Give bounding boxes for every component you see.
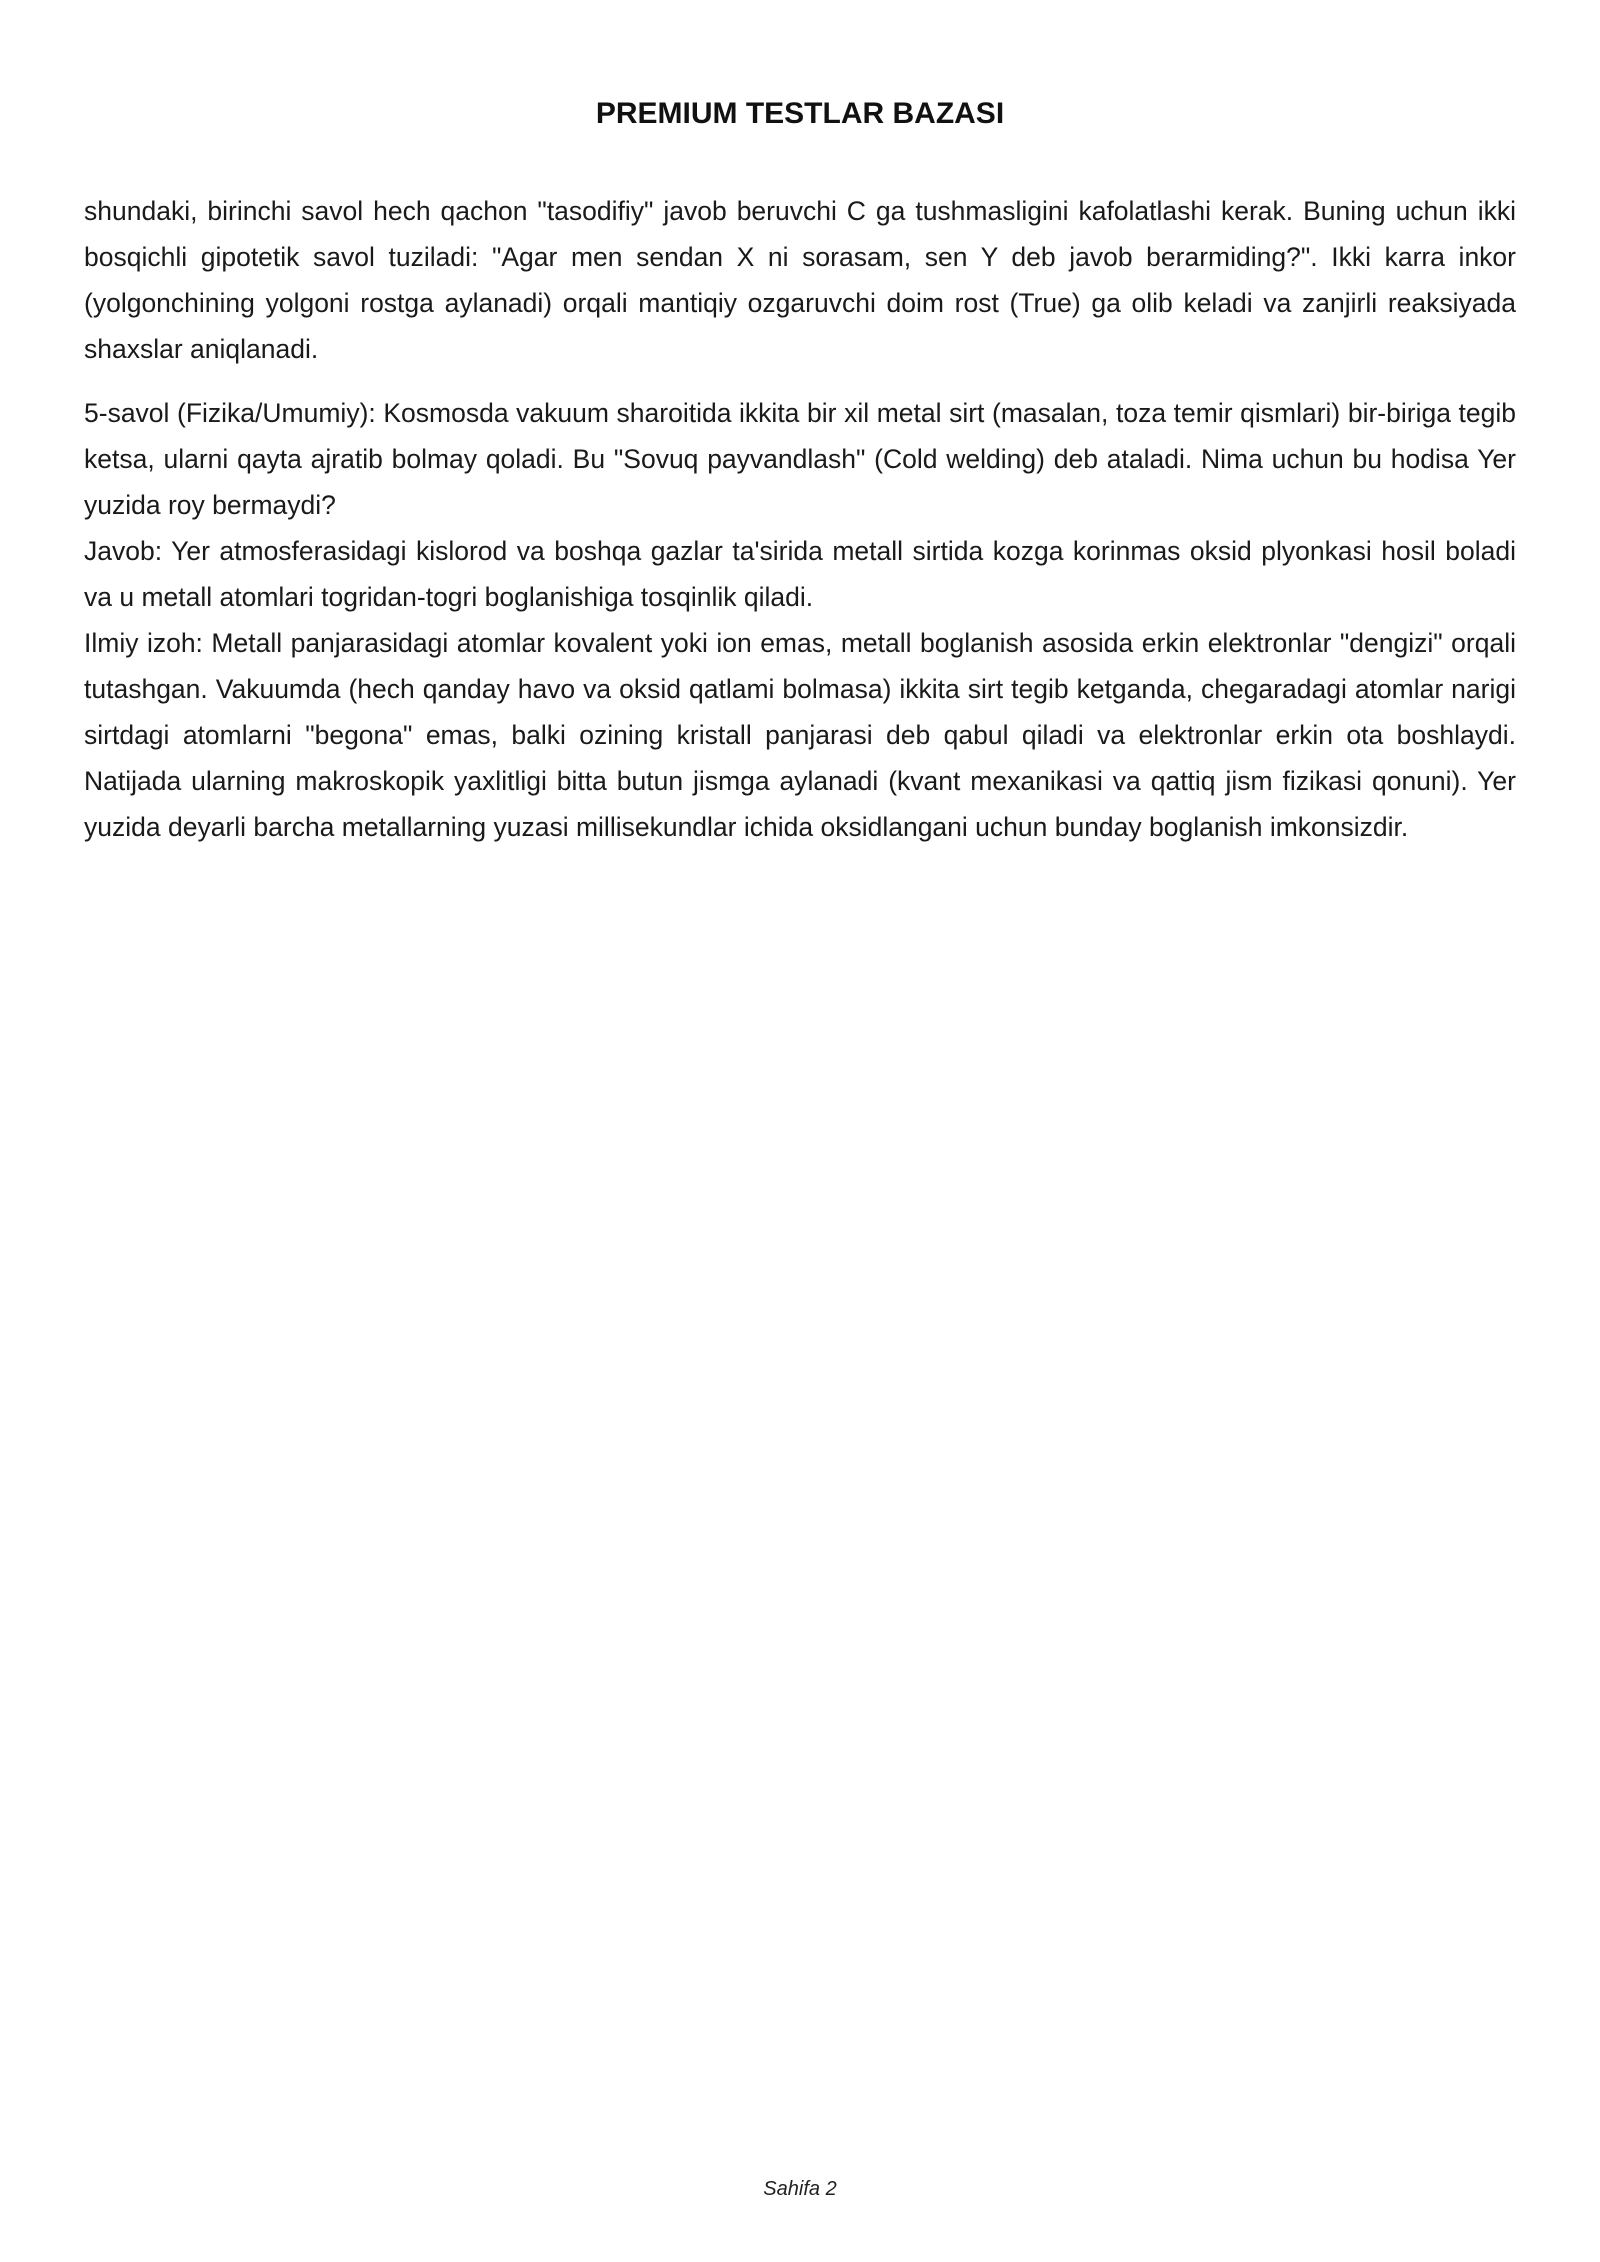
document-body	[84, 188, 1516, 850]
intro-paragraph: shundaki, birinchi savol hech qachon "tasodifiy" javob beruvchi C ga tushmasligini kafolatlashi kerak. Buning uchun ikki bosqichli gipotetik savol tuziladi: "Agar men sendan X ni sorasam, sen Y deb javob berarmiding?". Ikki karra inkor (yolgonchining yolgoni rostga aylanadi) orqali mantiqiy ozgaruvchi doim rost (True) ga olib keladi va zanjirli reaksiyada shaxslar aniqlanadi.	[84, 196, 1516, 364]
explanation-paragraph: Ilmiy izoh: Metall panjarasidagi atomlar kovalent yoki ion emas, metall boglanish asosida erkin elektronlar "dengizi" orqali tutashgan. Vakuumda (hech qanday havo va oksid qatlami bolmasa) ikkita sirt tegib ketganda, chegaradagi atomlar narigi sirtdagi atomlarni "begona" emas, balki ozining kristall panjarasi deb qabul qiladi va elektronlar erkin ota boshlaydi. Natijada ularning makroskopik yaxlitligi bitta butun jismga aylanadi (kvant mexanikasi va qattiq jism fizikasi qonuni). Yer yuzida deyarli barcha metallarning yuzasi millisekundlar ichida oksidlangani uchun bunday boglanish imkonsizdir.	[84, 628, 1516, 842]
question-paragraph: 5-savol (Fizika/Umumiy): Kosmosda vakuum sharoitida ikkita bir xil metal sirt (masalan, toza temir qismlari) bir-biriga tegib ketsa, ularni qayta ajratib bolmay qoladi. Bu "Sovuq payvandlash" (Cold welding) deb ataladi. Nima uchun bu hodisa Yer yuzida roy bermaydi?	[84, 398, 1516, 520]
answer-paragraph: Javob: Yer atmosferasidagi kislorod va boshqa gazlar ta'sirida metall sirtida kozga korinmas oksid plyonkasi hosil boladi va u metall atomlari togridan-togri boglanishiga tosqinlik qiladi.	[84, 536, 1516, 612]
page-number: Sahifa 2	[763, 2178, 837, 2200]
page-title: PREMIUM TESTLAR BAZASI	[595, 97, 1005, 130]
